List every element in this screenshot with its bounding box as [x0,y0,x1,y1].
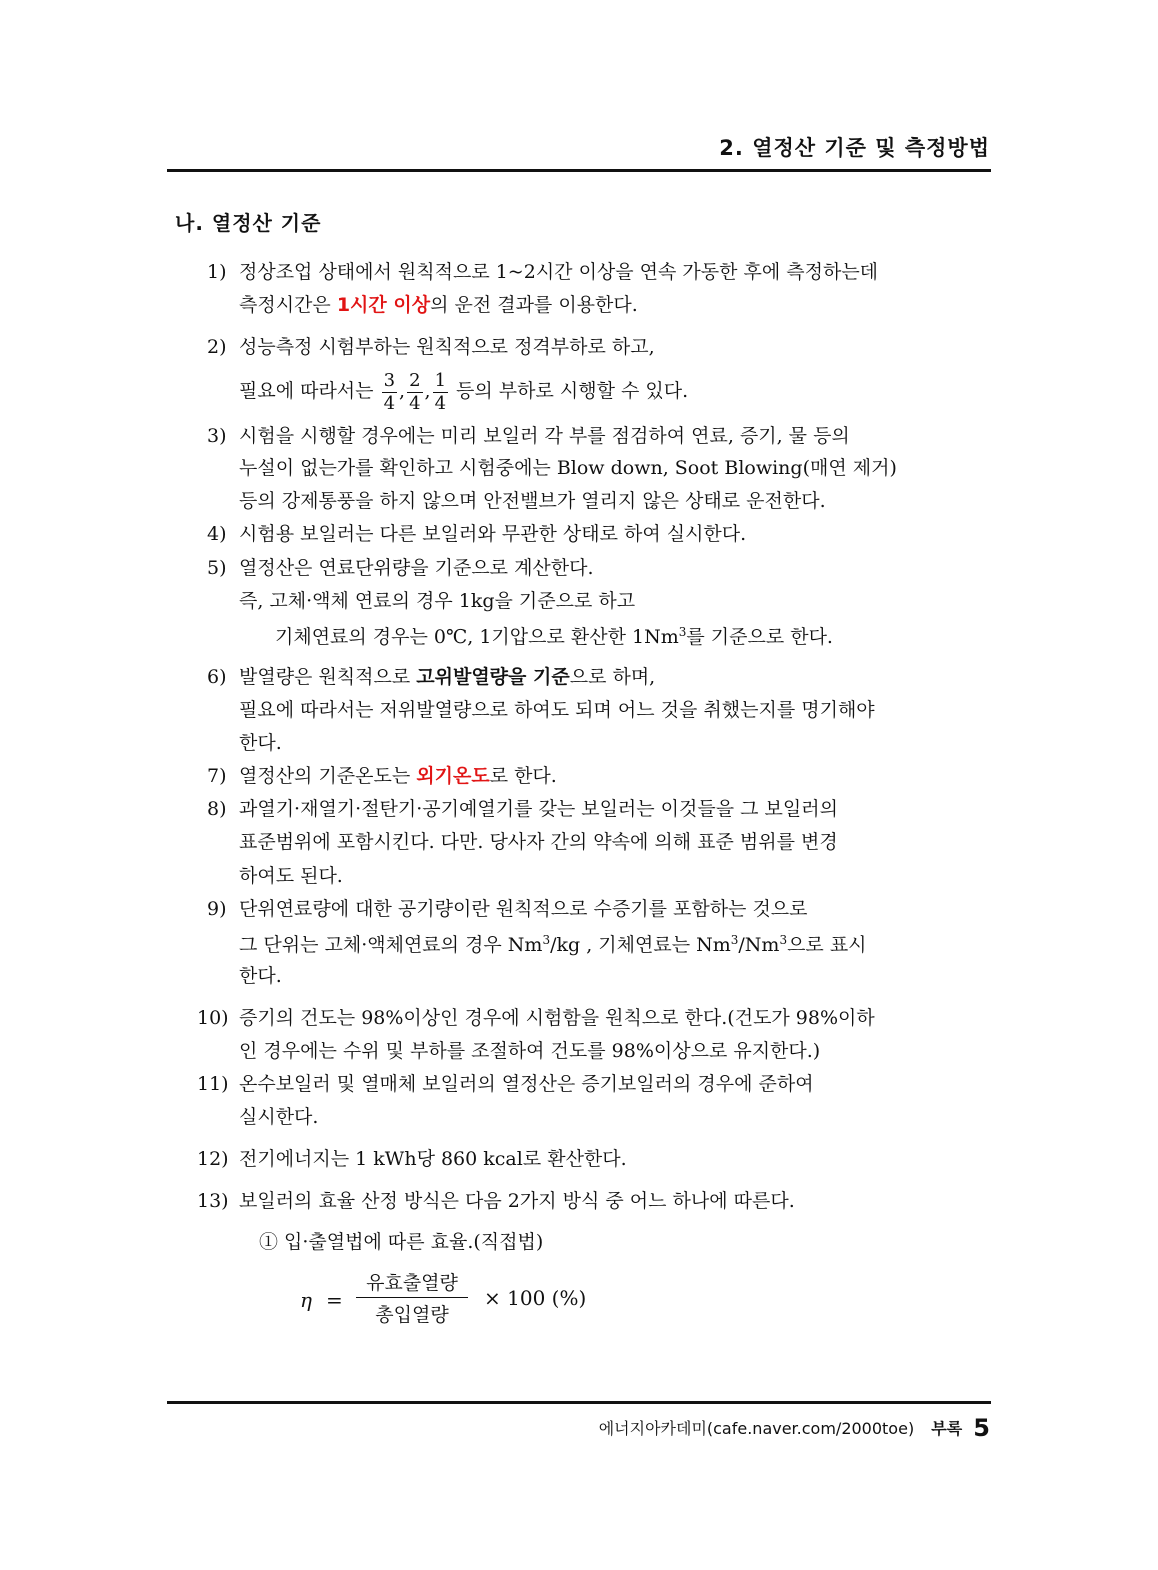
item-6-line-3: 한다. [239,732,282,754]
item-number: 13) [197,1190,229,1212]
item-6-line-1: 발열량은 원칙적으로 고위발열량을 기준으로 하며, [239,666,656,688]
header-rule [167,169,991,172]
item-number: 10) [197,1007,229,1029]
formula-denominator: 총입열량 [375,1304,449,1326]
item-number: 5) [207,557,227,579]
fraction: $\frac{2}{4}$ [409,369,421,414]
highlight-red: 1시간 이상 [336,294,431,316]
item-9-line-1: 단위연료량에 대한 공기량이란 원칙적으로 수증기를 포함하는 것으로 [239,898,808,920]
item-5-line-1: 열정산은 연료단위량을 기준으로 계산한다. [239,557,594,579]
item-3-line-1: 시험을 시행할 경우에는 미리 보일러 각 부를 점검하여 연료, 증기, 물 등의 [239,425,850,447]
item-11-line-1: 온수보일러 및 열매체 보일러의 열정산은 증기보일러의 경우에 준하여 [239,1073,814,1095]
header-title: 2. 열정산 기준 및 측정방법 [719,136,990,160]
item-number: 2) [207,336,227,358]
item-8-line-2: 표준범위에 포함시킨다. 다만. 당사자 간의 약속에 의해 표준 범위를 변경 [239,831,838,853]
footer-tag: 부록 [931,1419,963,1438]
item-2-line-1: 성능측정 시험부하는 원칙적으로 정격부하로 하고, [239,336,655,358]
item-1-line-2: 측정시간은 1시간 이상의 운전 결과를 이용한다. [239,294,638,316]
formula-equals: = [326,1288,343,1312]
item-11-line-2: 실시한다. [239,1106,319,1128]
item-number: 1) [207,261,227,283]
footer [599,1414,990,1442]
item-2-line-2: 필요에 따라서는 $\frac{3}{4}$ , $\frac{2}{4}$ , $\frac{1}{4}$ 등의 부하로 시행할 수 있다. [239,369,689,414]
item-9-line-3: 한다. [239,965,282,987]
item-10-line-2: 인 경우에는 수위 및 부하를 조절하여 건도를 98%이상으로 유지한다.) [239,1040,821,1062]
footer-rule [167,1401,991,1404]
highlight-bold: 고위발열량을 기준 [416,666,570,688]
item-13-sub-1: ① 입·출열법에 따른 효율.(직접법) [259,1231,544,1253]
item-4-line-1: 시험용 보일러는 다른 보일러와 무관한 상태로 하여 실시한다. [239,523,747,545]
item-number: 3) [207,425,227,447]
item-3-line-3: 등의 강제통풍을 하지 않으며 안전밸브가 열리지 않은 상태로 운전한다. [239,490,826,512]
formula-tail: × 100 (%) [484,1286,587,1310]
section-title: 나. 열정산 기준 [175,211,322,235]
formula-numerator: 유효출열량 [356,1268,468,1298]
item-number: 8) [207,798,227,820]
fraction: $\frac{3}{4}$ [383,369,396,414]
item-9-line-2: 그 단위는 고체·액체연료의 경우 Nm$^3$/kg , 기체연료는 Nm$^3$/Nm$^3$으로 표시 [239,933,867,956]
item-number: 12) [197,1148,229,1170]
highlight-red: 외기온도 [416,765,490,787]
item-10-line-1: 증기의 건도는 98%이상인 경우에 시험함을 원칙으로 한다.(건도가 98%이하 [239,1007,875,1029]
item-number: 11) [197,1073,229,1095]
item-5-line-3: 기체연료의 경우는 0℃, 1기압으로 환산한 1Nm$^3$를 기준으로 한다. [275,625,833,648]
page-number: 5 [973,1414,990,1442]
footer-site: 에너지아카데미(cafe.naver.com/2000toe) [598,1419,915,1438]
item-number: 7) [207,765,227,787]
item-number: 6) [207,666,227,688]
item-7-line-1: 열정산의 기준온도는 외기온도로 한다. [239,765,557,787]
item-3-line-2: 누설이 없는가를 확인하고 시험중에는 Blow down, Soot Blowing(매연 제거) [239,457,897,479]
fraction: $\frac{1}{4}$ [434,369,447,414]
item-number: 9) [207,898,227,920]
formula-fraction [356,1268,468,1327]
item-13-line-1: 보일러의 효율 산정 방식은 다음 2가지 방식 중 어느 하나에 따른다. [239,1190,795,1212]
item-5-line-2: 즉, 고체·액체 연료의 경우 1kg을 기준으로 하고 [239,590,636,612]
item-8-line-1: 과열기·재열기·절탄기·공기예열기를 갖는 보일러는 이것들을 그 보일러의 [239,798,838,820]
item-12-line-1: 전기에너지는 1 kWh당 860 kcal로 환산한다. [239,1148,627,1170]
item-8-line-3: 하여도 된다. [239,865,343,887]
item-6-line-2: 필요에 따라서는 저위발열량으로 하여도 되며 어느 것을 취했는지를 명기해야 [239,699,875,721]
item-1-line-1: 정상조업 상태에서 원칙적으로 1~2시간 이상을 연속 가동한 후에 측정하는데 [239,261,879,283]
item-number: 4) [207,523,227,545]
formula-eta: η [300,1288,312,1312]
